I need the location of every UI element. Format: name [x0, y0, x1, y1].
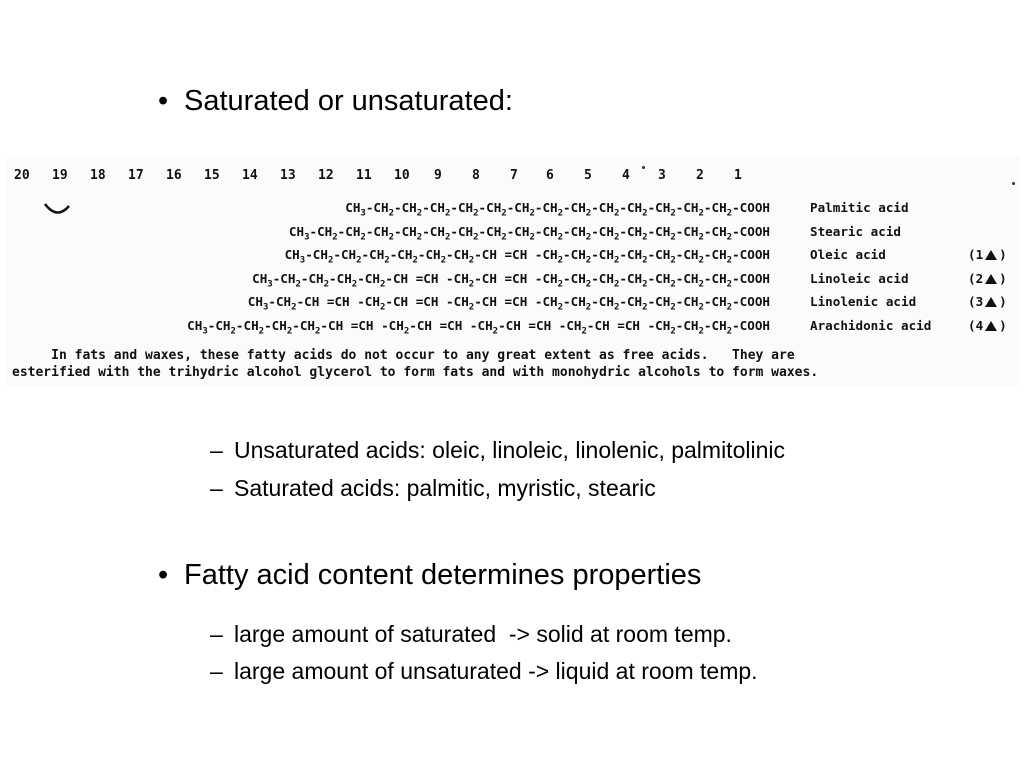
delta-icon [985, 274, 997, 284]
carbon-number: 15 [204, 168, 220, 183]
carbon-number: 9 [434, 168, 442, 183]
fatty-acid-row [6, 247, 1020, 269]
scan-speck [642, 166, 645, 169]
carbon-number: 12 [318, 168, 334, 183]
bullet-text: Fatty acid content determines properties [184, 559, 702, 591]
acid-name: Linoleic acid [810, 270, 909, 286]
carbon-number: 6 [546, 168, 554, 183]
structural-formula: $CH_3-CH_2-CH_2-CH_2-CH_2-CH =CH$ $-CH_2-CH =CH$ $-CH_2-CH_2-CH_2-CH_2-CH_2-CH_2-CH_2$-COOH [252, 270, 770, 290]
carbon-number: 1 [734, 168, 742, 183]
fatty-acid-row [6, 294, 1020, 316]
carbon-number: 10 [394, 168, 410, 183]
bullet-text: Saturated or unsaturated: [184, 85, 513, 117]
sub-text: large amount of saturated -> solid at room temp. [234, 621, 732, 647]
carbon-number: 4 [622, 168, 630, 183]
dash: – [210, 621, 223, 647]
structural-formula: $CH_3-CH_2-CH_2-CH_2-CH_2-CH_2-CH_2-CH_2-CH_2-CH_2-CH_2-CH_2-CH_2-CH_2$-COOH [345, 200, 770, 219]
acid-name: Oleic acid [810, 247, 886, 262]
carbon-number: 5 [584, 168, 592, 183]
acid-name: Stearic acid [810, 223, 901, 239]
figure-note-line-1: In fats and waxes, these fatty acids do not occur to any great extent as free acids. They are [12, 348, 795, 363]
carbon-number: 14 [242, 168, 258, 183]
sub-text: Unsaturated acids: oleic, linoleic, linolenic, palmitolinic [234, 437, 785, 463]
fatty-acid-figure [6, 156, 1020, 386]
sub-text: Saturated acids: palmitic, myristic, stearic [234, 475, 656, 501]
bullet-saturated-or-unsaturated [158, 84, 513, 118]
structural-formula: $CH_3-CH_2-CH_2-CH_2-CH_2-CH =CH$ $-CH_2-CH =CH$ $-CH_2-CH =CH$ $-CH_2-CH =CH$ $-CH_2-CH_2-CH_2$-COOH [187, 317, 770, 337]
bullet-dot: • [158, 559, 169, 591]
structural-formula: $CH_3-CH_2-CH =CH$ $-CH_2-CH =CH$ $-CH_2-CH =CH$ $-CH_2-CH_2-CH_2-CH_2-CH_2-CH_2-CH_2$-COOH [247, 294, 770, 313]
carbon-number: 18 [90, 168, 106, 183]
dash: – [210, 475, 223, 501]
carbon-number: 13 [280, 168, 296, 183]
carbon-number: 16 [166, 168, 182, 183]
dash: – [210, 658, 223, 684]
acid-name: Linolenic acid [810, 294, 917, 309]
carbon-number: 8 [472, 168, 480, 183]
carbon-number: 2 [696, 168, 704, 183]
structural-formula: $CH_3-CH_2-CH_2-CH_2-CH_2-CH_2-CH_2-CH =CH$ $-CH_2-CH_2-CH_2-CH_2-CH_2-CH_2-CH_2$-COOH [284, 247, 770, 266]
carbon-number: 11 [356, 168, 372, 183]
sub-saturated-solid [210, 620, 732, 648]
sub-text: large amount of unsaturated -> liquid at room temp. [234, 658, 758, 684]
delta-icon [985, 297, 997, 307]
carbon-number: 19 [52, 168, 68, 183]
carbon-number: 3 [658, 168, 666, 183]
double-bond-tag: (1 ) [968, 247, 1007, 262]
structural-formula: $CH_3-CH_2-CH_2-CH_2-CH_2-CH_2-CH_2-CH_2-CH_2-CH_2-CH_2-CH_2-CH_2-CH_2-CH_2-CH_2$-COOH [288, 223, 770, 243]
sub-saturated-acids [210, 474, 656, 502]
double-bond-tag: (4 ) [968, 317, 1007, 333]
fatty-acid-row [6, 200, 1020, 222]
bullet-dot: • [158, 85, 169, 117]
scan-speck [1012, 182, 1015, 185]
sub-unsaturated-acids [210, 436, 785, 464]
carbon-number: 17 [128, 168, 144, 183]
double-bond-tag: (3 ) [968, 294, 1007, 309]
delta-icon [985, 250, 997, 260]
sub-unsaturated-liquid [210, 657, 758, 685]
fatty-acid-row [6, 271, 1020, 293]
acid-name: Palmitic acid [810, 200, 909, 215]
bullet-fatty-acid-content [158, 558, 701, 592]
acid-name: Arachidonic acid [810, 317, 932, 333]
double-bond-tag: (2 ) [968, 270, 1007, 286]
dash: – [210, 437, 223, 463]
carbon-number: 20 [14, 168, 30, 183]
carbon-number-row [6, 168, 766, 186]
delta-icon [985, 321, 997, 331]
fatty-acid-row [6, 318, 1020, 340]
figure-note-line-2: esterified with the trihydric alcohol glycerol to form fats and with monohydric alcohols to form waxes. [12, 365, 819, 380]
fatty-acid-row [6, 224, 1020, 246]
carbon-number: 7 [510, 168, 518, 183]
